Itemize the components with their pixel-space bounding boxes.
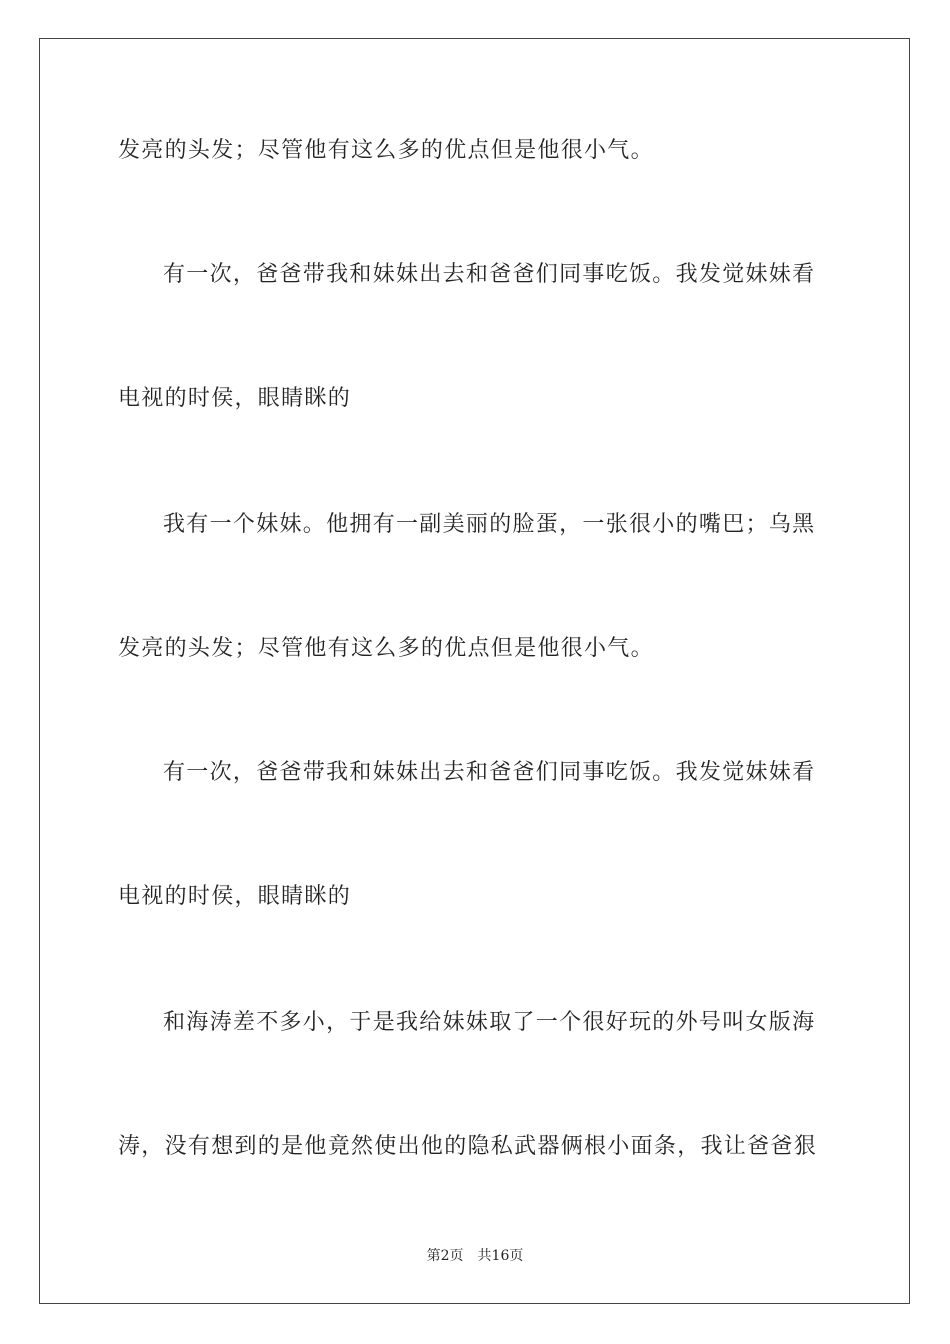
paragraph-first-line: 我有一个妹妹。他拥有一副美丽的脸蛋，一张很小的嘴巴；乌黑 [163, 512, 816, 537]
total-pages: 共16页 [477, 1248, 524, 1264]
paragraph-first-line: 有一次，爸爸带我和妹妹出去和爸爸们同事吃饭。我发觉妹妹看 [163, 262, 816, 287]
paragraph-first-line: 有一次，爸爸带我和妹妹出去和爸爸们同事吃饭。我发觉妹妹看 [163, 760, 816, 785]
paragraph-first-line: 和海涛差不多小，于是我给妹妹取了一个很好玩的外号叫女版海 [163, 1010, 816, 1035]
text-line: 电视的时侯，眼睛眯的 [118, 884, 352, 909]
text-line: 电视的时侯，眼睛眯的 [118, 386, 352, 411]
page-number: 第2页 [426, 1248, 464, 1264]
page-footer [0, 1246, 950, 1266]
page-border [39, 38, 910, 1304]
text-line: 发亮的头发；尽管他有这么多的优点但是他很小气。 [118, 138, 654, 163]
text-line: 涛，没有想到的是他竟然使出他的隐私武器俩根小面条，我让爸爸狠 [118, 1134, 818, 1159]
text-line: 发亮的头发；尽管他有这么多的优点但是他很小气。 [118, 636, 654, 661]
